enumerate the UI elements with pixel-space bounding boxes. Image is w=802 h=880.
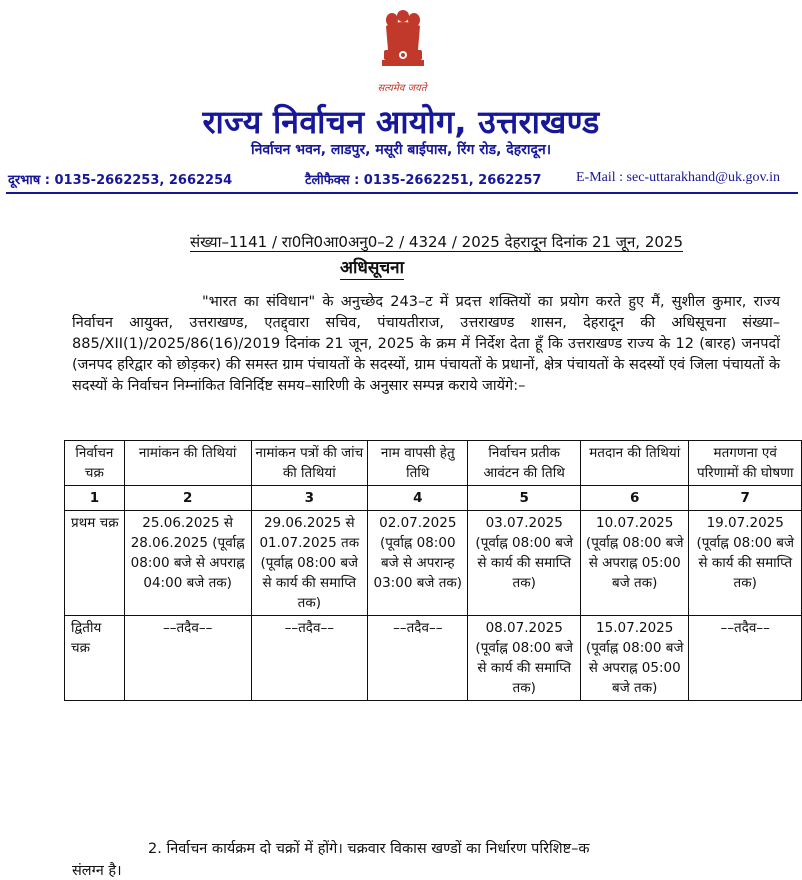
table-cell: 15.07.2025 (पूर्वाह्न 08:00 बजे से अपराह्न 05:00 बजे तक) [580,616,688,701]
organization-name: राज्य निर्वाचन आयोग, उत्तराखण्ड [202,103,600,141]
table-cell: 02.07.2025 (पूर्वाह्न 08:00 बजे से अपरान्ह 03:00 बजे तक) [368,511,468,616]
table-cell: 19.07.2025 (पूर्वाह्न 08:00 बजे से कार्य की समाप्ति तक) [689,511,802,616]
col-number: 6 [580,486,688,511]
table-cell: 03.07.2025 (पूर्वाह्न 08:00 बजे से कार्य की समाप्ति तक) [468,511,581,616]
emblem-motto: सत्यमेव जयते [377,83,427,94]
col-header: नामांकन पत्रों की जांच की तिथियां [251,441,368,486]
col-number: 1 [65,486,125,511]
col-header: निर्वाचन चक्र [65,441,125,486]
email-address: E-Mail : sec-uttarakhand@uk.gov.in [576,170,781,185]
col-header: मतदान की तिथियां [580,441,688,486]
election-schedule-table [64,440,802,701]
fax-number: टैलीफैक्स : 0135-2662251, 2662257 [305,173,542,188]
col-number: 3 [251,486,368,511]
col-number: 7 [689,486,802,511]
table-cell: द्वितीय चक्र [65,616,125,701]
table-header-row [65,441,802,486]
col-number: 4 [368,486,468,511]
table-cell: ––तदैव–– [251,616,368,701]
header-divider [6,192,798,194]
footer-paragraph-continued: संलग्न है। [72,863,122,879]
col-number: 2 [124,486,251,511]
col-number: 5 [468,486,581,511]
organization-address: निर्वाचन भवन, लाडपुर, मसूरी बाईपास, रिंग रोड, देहरादून। [250,142,552,158]
col-header: नामांकन की तिथियां [124,441,251,486]
table-cell: ––तदैव–– [124,616,251,701]
col-header: मतगणना एवं परिणामों की घोषणा [689,441,802,486]
notice-title: अधिसूचना [340,258,404,278]
table-cell: 10.07.2025 (पूर्वाह्न 08:00 बजे से अपराह्न 05:00 बजे तक) [580,511,688,616]
table-row [65,616,802,701]
col-header: नाम वापसी हेतु तिथि [368,441,468,486]
col-header: निर्वाचन प्रतीक आवंटन की तिथि [468,441,581,486]
phone-number: दूरभाष : 0135-2662253, 2662254 [8,173,233,188]
footer-paragraph: 2. निर्वाचन कार्यक्रम दो चक्रों में होंगे। चक्रवार विकास खण्डों का निर्धारण परिशिष्ट–क [148,841,590,857]
table-cell: 29.06.2025 से 01.07.2025 तक (पूर्वाह्न 08:00 बजे से कार्य की समाप्ति तक) [251,511,368,616]
table-cell: 08.07.2025 (पूर्वाह्न 08:00 बजे से कार्य की समाप्ति तक) [468,616,581,701]
notice-body: "भारत का संविधान" के अनुच्छेद 243–ट में प्रदत्त शक्तियों का प्रयोग करते हुए मैं, सुशील कुमार, राज्य निर्वाचन आयुक्त, उत्तराखण्ड, एतद्द्वारा सचिव, पंचायतीराज, उत्तराखण्ड शासन, देहरादून की अधिसूचना संख्या–885/XII(1)/2025/86(16)/2019 दिनांक 21 जून, 2025 के क्रम में निर्देश देता हूँ कि उत्तराखण्ड राज्य के 12 (बारह) जनपदों (जनपद हरिद्वार को छोड़कर) की समस्त ग्राम पंचायतों के सदस्यों, ग्राम पंचायतों के प्रधानों, क्षेत्र पंचायतों के सदस्यों एवं जिला पंचायतों के सदस्यों के निर्वाचन निम्नांकित विनिर्दिष्ट समय–सारिणी के अनुसार सम्पन्न कराये जायेंगे:– [72,294,780,394]
table-cell: ––तदैव–– [368,616,468,701]
table-cell: ––तदैव–– [689,616,802,701]
table-number-row [65,486,802,511]
reference-number: संख्या–1141 / रा0नि0आ0अनु0–2 / 4324 / 2025 देहरादून दिनांक 21 जून, 2025 [190,233,683,251]
table-cell: प्रथम चक्र [65,511,125,616]
table-row [65,511,802,616]
ashoka-emblem-icon [372,6,434,84]
table-cell: 25.06.2025 से 28.06.2025 (पूर्वाह्न 08:00 बजे से अपराह्न 04:00 बजे तक) [124,511,251,616]
